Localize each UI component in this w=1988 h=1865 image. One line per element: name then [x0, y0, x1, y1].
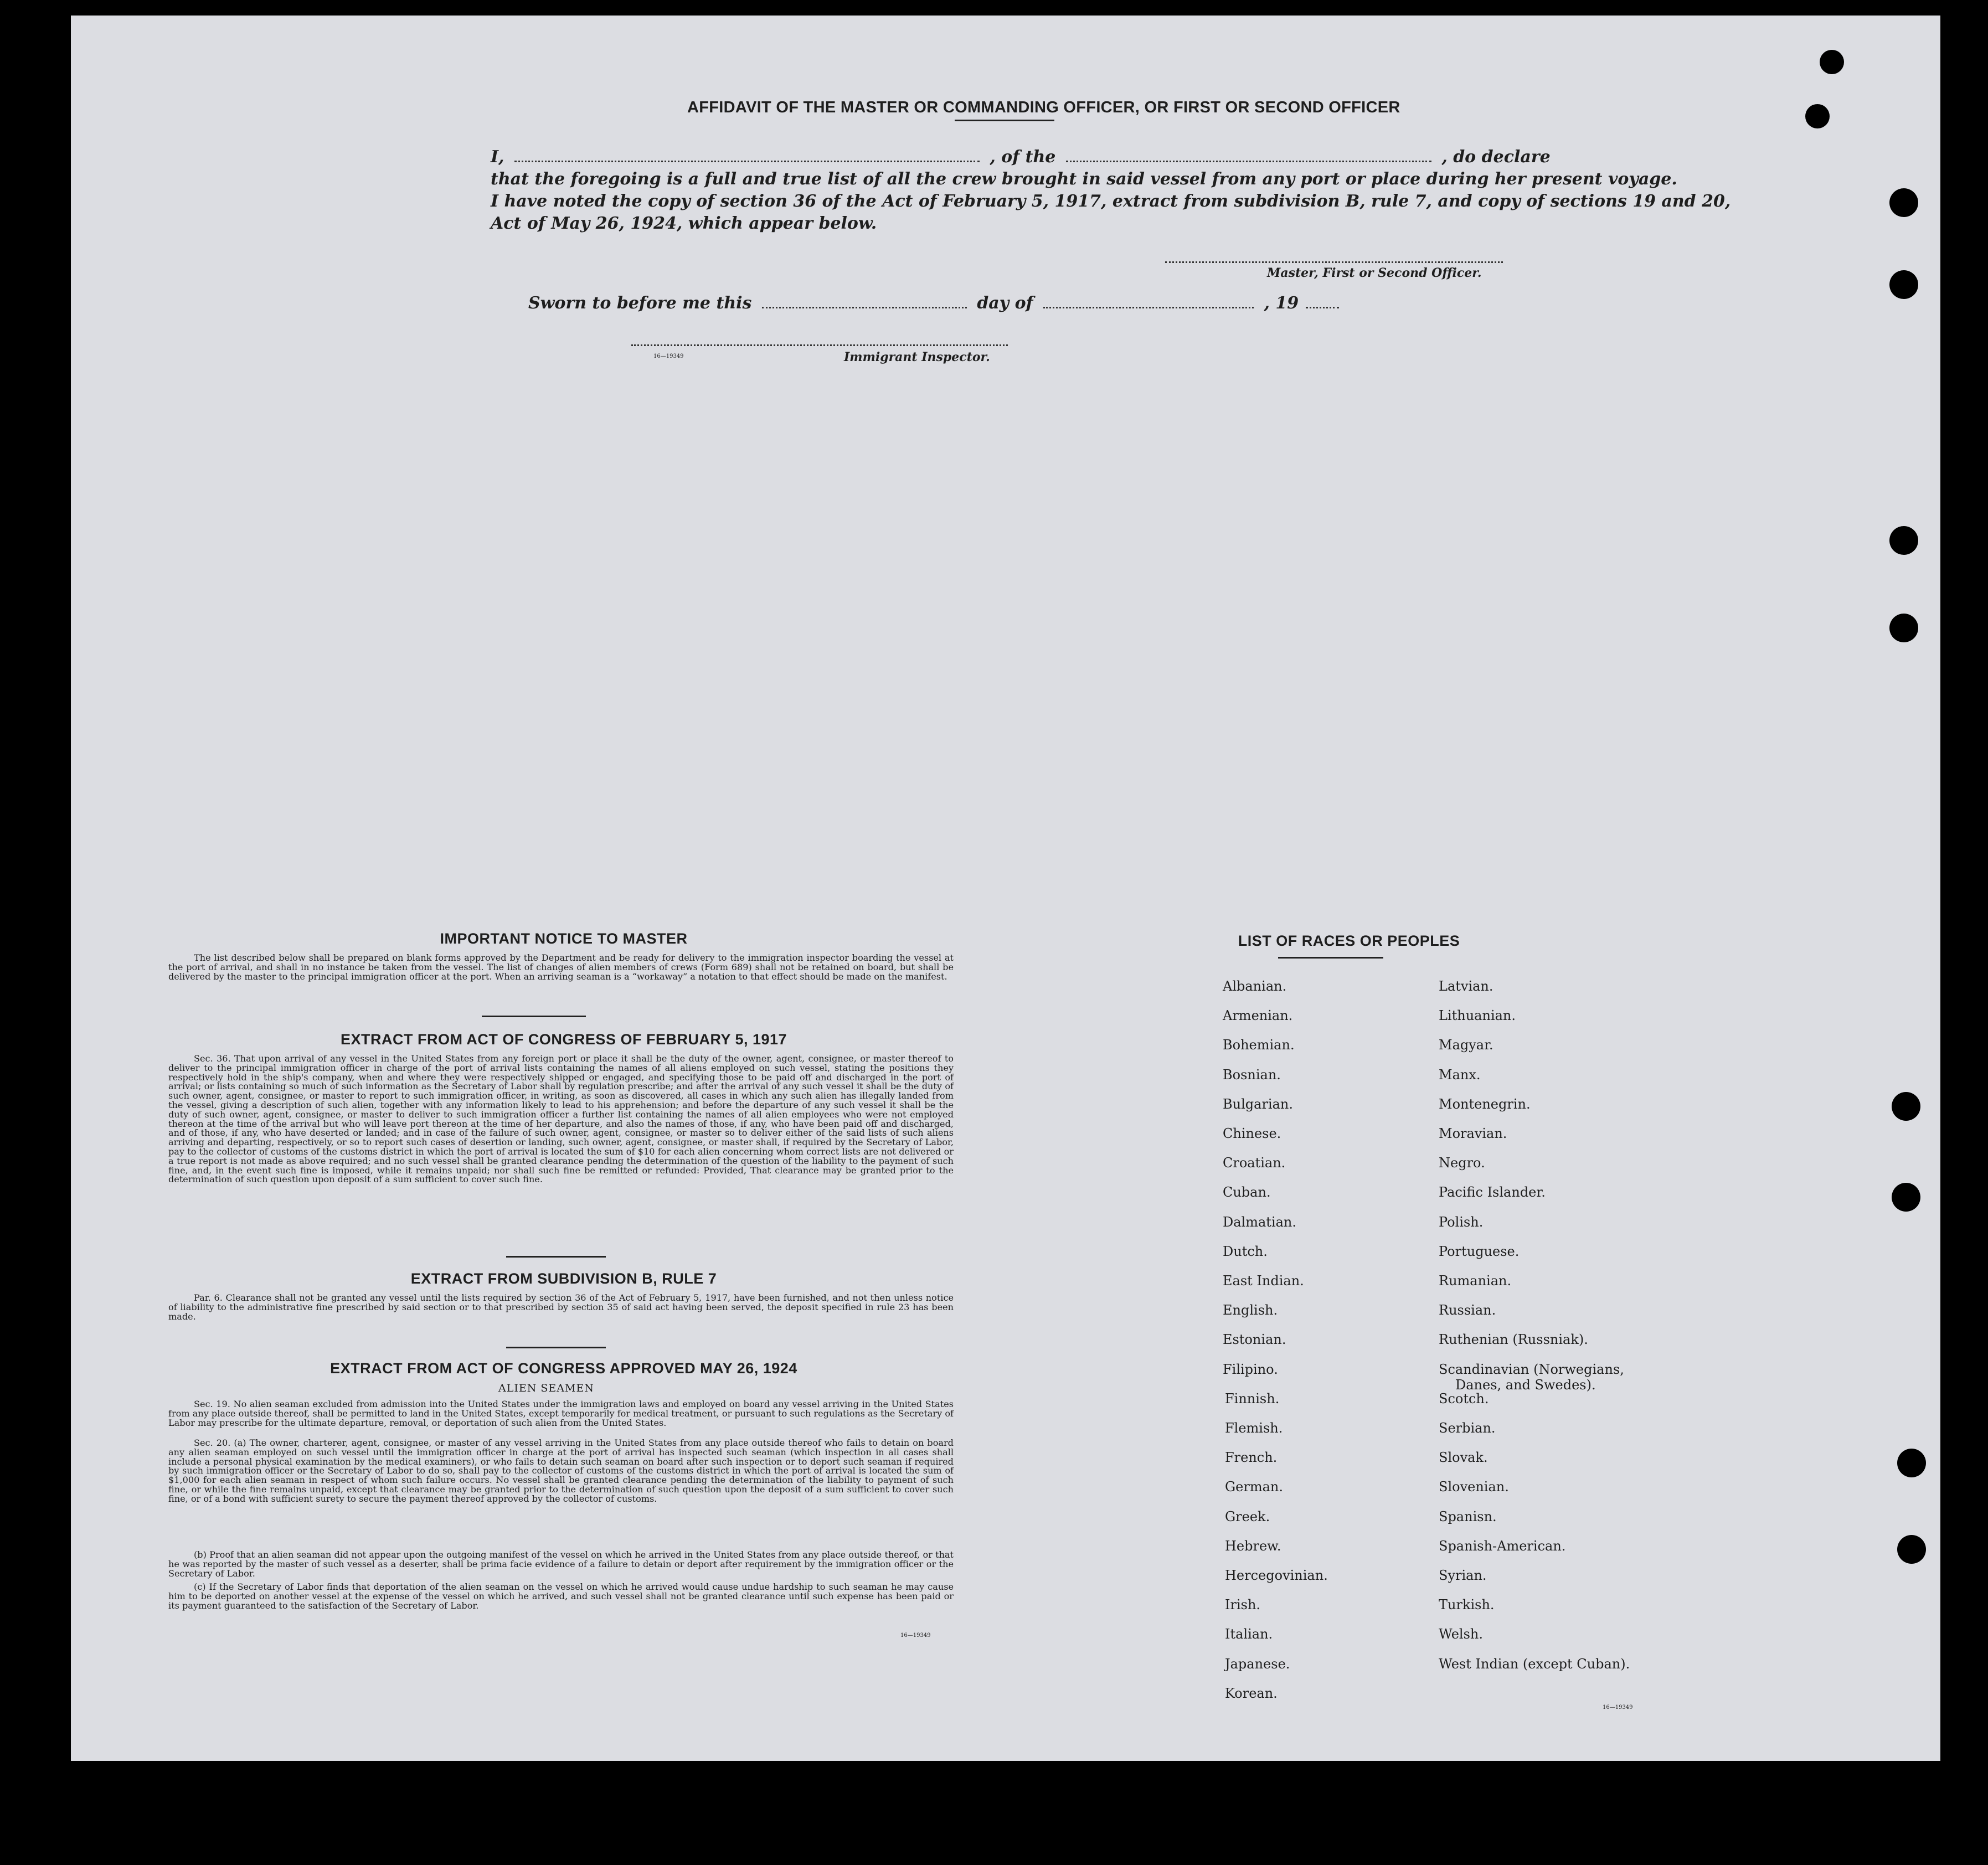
race-item: Hebrew.	[1225, 1538, 1281, 1554]
notice-body: The list described below shall be prepared on blank forms approved by the Department and be ready for delivery to the immigration inspector boarding the vessel at the port of arrival, and shall in no instance be taken from the vessel. The list of changes of alien members of crews (Form 689) shall not be retained on board, but shall be delivered by the master to the principal immigration officer at the port. When an arriving seaman is a “workaway” a notation to that effect should be made on the manifest.	[168, 952, 954, 982]
races-form-number: 16—19349	[1603, 1704, 1633, 1711]
sworn-line	[528, 292, 1343, 315]
race-item: Bulgarian.	[1223, 1096, 1293, 1112]
race-item: Montenegrin.	[1439, 1096, 1531, 1112]
race-item: Ruthenian (Russniak).	[1439, 1332, 1588, 1347]
master-signature-line	[1165, 261, 1503, 263]
affidavit-line-1	[491, 146, 1551, 168]
affidavit-line-3: I have noted the copy of section 36 of the Act of February 5, 1917, extract from subdivision B, rule 7, and copy of sections 19 and 20,	[491, 192, 1731, 211]
race-item: Turkish.	[1439, 1597, 1495, 1612]
race-item: French.	[1225, 1450, 1278, 1465]
race-item: Flemish.	[1225, 1420, 1283, 1436]
punch-hole	[1892, 1092, 1920, 1121]
race-item: Hercegovinian.	[1225, 1568, 1328, 1583]
section-20b-body: (b) Proof that an alien seaman did not appear upon the outgoing manifest of the vessel on which he arrived in the United States from any place outside thereof, or that he was reported by the master of such vessel as a deserter, shall be prima facie evidence of a failure to detain or deport after requirement by the immigration officer or the Secretary of Labor.	[168, 1549, 954, 1579]
section-19-body: Sec. 19. No alien seaman excluded from admission into the United States under the immigration laws and employed on board any vessel arriving in the United States from any place outside thereof, shall be permitted to land in the United States, except temporarily for medical treatment, or pursuant to such regulations as the Secretary of Labor may prescribe for the ultimate departure, removal, or deportation of such alien from the United States.	[168, 1399, 954, 1428]
inspector-signature-line	[631, 344, 1008, 346]
extract-rule7-heading: EXTRACT FROM SUBDIVISION B, RULE 7	[410, 1270, 717, 1287]
race-item: Syrian.	[1439, 1568, 1487, 1583]
extract-1924-heading: EXTRACT FROM ACT OF CONGRESS APPROVED MAY 26, 1924	[330, 1360, 797, 1377]
race-item: Slovenian.	[1439, 1479, 1509, 1495]
punch-hole	[1820, 50, 1844, 74]
race-item: Rumanian.	[1439, 1273, 1512, 1289]
divider	[482, 1016, 586, 1017]
race-item: West Indian (except Cuban).	[1439, 1656, 1630, 1672]
punch-hole	[1889, 188, 1918, 217]
race-item: Welsh.	[1439, 1626, 1483, 1642]
section-20c-body: (c) If the Secretary of Labor finds that deportation of the alien seaman on the vessel on which he arrived would cause undue hardship to such seaman he may cause him to be deported on another vessel at the expense of the vessel on which he arrived, and such vessel shall not be granted clearance until such expense has been paid or its payment guaranteed to the satisfaction of the Secretary of Labor.	[168, 1581, 954, 1611]
race-item: Scandinavian (Norwegians,	[1439, 1362, 1624, 1377]
punch-hole	[1889, 526, 1918, 555]
race-item: Bosnian.	[1223, 1067, 1281, 1083]
race-item: Armenian.	[1223, 1008, 1293, 1023]
race-item: Finnish.	[1225, 1391, 1280, 1407]
race-item: Italian.	[1225, 1626, 1273, 1642]
race-item: Filipino.	[1223, 1362, 1278, 1377]
races-heading: LIST OF RACES OR PEOPLES	[1238, 932, 1460, 949]
declarant-prefix: I,	[491, 147, 504, 167]
punch-hole	[1897, 1449, 1926, 1477]
sworn-label: Sworn to before me this	[528, 293, 752, 313]
affidavit-form-number: 16—19349	[653, 353, 684, 359]
races-divider	[1278, 957, 1383, 959]
race-item: Greek.	[1225, 1509, 1270, 1524]
divider	[506, 1256, 606, 1258]
extract-form-number: 16—19349	[900, 1632, 931, 1639]
punch-hole	[1897, 1535, 1926, 1564]
extract-rule7-body: Par. 6. Clearance shall not be granted any vessel until the lists required by section 36 of the Act of February 5, 1917, have been furnished, and not then unless notice of liability to the administrative fine prescribed by said section or to that prescribed by section 35 of said act having been served, the deposit specified in rule 23 has been made.	[168, 1292, 954, 1322]
affidavit-line-4: Act of May 26, 1924, which appear below.	[491, 214, 877, 233]
race-item: Serbian.	[1439, 1420, 1496, 1436]
race-item: Chinese.	[1223, 1126, 1281, 1141]
race-item: Estonian.	[1223, 1332, 1286, 1347]
declarant-name-blank	[514, 148, 980, 162]
race-item: Spanisn.	[1439, 1509, 1497, 1524]
race-item: Latvian.	[1439, 978, 1493, 994]
race-item: East Indian.	[1223, 1273, 1304, 1289]
day-of-label: day of	[977, 293, 1033, 313]
race-item: Portuguese.	[1439, 1244, 1520, 1259]
race-item: Polish.	[1439, 1214, 1484, 1230]
master-signature-label: Master, First or Second Officer.	[1267, 266, 1482, 280]
race-item: Japanese.	[1225, 1656, 1290, 1672]
sworn-day-blank	[762, 295, 967, 308]
race-item: Russian.	[1439, 1302, 1496, 1318]
race-item: Cuban.	[1223, 1184, 1271, 1200]
punch-hole	[1889, 614, 1918, 642]
race-item: Dutch.	[1223, 1244, 1268, 1259]
race-item: Irish.	[1225, 1597, 1261, 1612]
race-item: Pacific Islander.	[1439, 1184, 1546, 1200]
race-item: English.	[1223, 1302, 1278, 1318]
of-the-label: , of the	[990, 147, 1056, 167]
race-item: Lithuanian.	[1439, 1008, 1516, 1023]
year-label: , 19	[1264, 293, 1299, 313]
divider	[506, 1347, 606, 1348]
race-item: Spanish-American.	[1439, 1538, 1566, 1554]
race-item: Croatian.	[1223, 1155, 1286, 1171]
race-item: Albanian.	[1223, 978, 1287, 994]
race-item: Danes, and Swedes).	[1455, 1377, 1596, 1393]
race-item: Slovak.	[1439, 1450, 1488, 1465]
sworn-month-blank	[1043, 295, 1254, 308]
race-item: Moravian.	[1439, 1126, 1507, 1141]
race-item: Dalmatian.	[1223, 1214, 1297, 1230]
alien-seamen-subheading: ALIEN SEAMEN	[498, 1382, 594, 1394]
notice-heading: IMPORTANT NOTICE TO MASTER	[440, 930, 688, 947]
punch-hole	[1889, 270, 1918, 299]
title-divider	[955, 120, 1054, 121]
extract-1917-heading: EXTRACT FROM ACT OF CONGRESS OF FEBRUARY 5, 1917	[340, 1031, 787, 1048]
affidavit-line-2: that the foregoing is a full and true list of all the crew brought in said vessel from any port or place during her present voyage.	[491, 169, 1677, 189]
form-sheet	[71, 16, 1940, 1761]
inspector-signature-label: Immigrant Inspector.	[844, 350, 990, 364]
section-20a-body: Sec. 20. (a) The owner, charterer, agent, consignee, or master of any vessel arriving in the United States from any place outside thereof who fails to detain on board any alien seaman employed on such vessel until the immigration officer in charge at the port of arrival has inspected such seaman (which inspection in all cases shall include a personal physical examination by the medical examiners), or who fails to detain such seaman on board after such inspection or to deport such seaman if required by such immigration officer or the Secretary of Labor to do so, shall pay to the collector of customs of the customs district in which the port of arrival is located the sum of $1,000 for each alien seaman in respect of whom such failure occurs. No vessel shall be granted clearance pending the determination of the liability to payment of such fine, or while the fine remains unpaid, except that clearance may be granted prior to the determination of such question upon the deposit of a sum sufficient to cover such fine, or of a bond with sufficient surety to secure the payment thereof approved by the collector of customs.	[168, 1438, 954, 1504]
affidavit-title: AFFIDAVIT OF THE MASTER OR COMMANDING OFFICER, OR FIRST OR SECOND OFFICER	[687, 99, 1400, 116]
race-item: Korean.	[1225, 1686, 1278, 1701]
race-item: Scotch.	[1439, 1391, 1489, 1407]
do-declare-label: , do declare	[1441, 147, 1551, 167]
race-item: German.	[1225, 1479, 1283, 1495]
sworn-year-blank	[1306, 295, 1339, 308]
punch-hole	[1805, 104, 1830, 128]
punch-hole	[1892, 1183, 1920, 1212]
race-item: Bohemian.	[1223, 1037, 1295, 1053]
vessel-name-blank	[1066, 148, 1431, 162]
race-item: Magyar.	[1439, 1037, 1493, 1053]
race-item: Negro.	[1439, 1155, 1485, 1171]
extract-1917-body: Sec. 36. That upon arrival of any vessel in the United States from any foreign port or place it shall be the duty of the owner, agent, consignee, or master thereof to deliver to the principal immigration officer in charge of the port of arrival lists containing the names of all aliens employed on such vessel, stating the positions they respectively hold in the ship's company, when and where they were respectively shipped or engaged, and specifying those to be paid off and discharged in the port of arrival; or lists containing so much of such information as the Secretary of Labor shall by regulation prescribe; and after the arrival of any such vessel it shall be the duty of such owner, agent, consignee, or master to report to such immigration officer, in writing, as soon as discovered, all cases in which any such alien has illegally landed from the vessel, giving a description of such alien, together with any information likely to lead to his apprehension; and before the departure of any such vessel it shall be the duty of such owner, agent, consignee, or master to deliver to such immigration officer a further list containing the names of all alien employees who were not employed thereon at the time of the arrival but who will leave port thereon at the time of her departure, and also the names of those, if any, who have been paid off and discharged, and of those, if any, who have deserted or landed; and in case of the failure of such owner, agent, consignee, or master so to deliver either of the said lists of such aliens arriving and departing, respectively, or so to report such cases of desertion or landing, such owner, agent, consignee, or master shall, if required by the Secretary of Labor, pay to the collector of customs of the customs district in which the port of arrival is located the sum of $10 for each alien concerning whom correct lists are not delivered or a true report is not made as above required; and no such vessel shall be granted clearance pending the determination of the question of the liability to the payment of such fine, and, in the event such fine is imposed, while it remains unpaid; nor shall such fine be remitted or refunded: Provided, That clearance may be granted prior to the determination of such question upon deposit of a sum sufficient to cover such fine.	[168, 1053, 954, 1185]
race-item: Manx.	[1439, 1067, 1481, 1083]
